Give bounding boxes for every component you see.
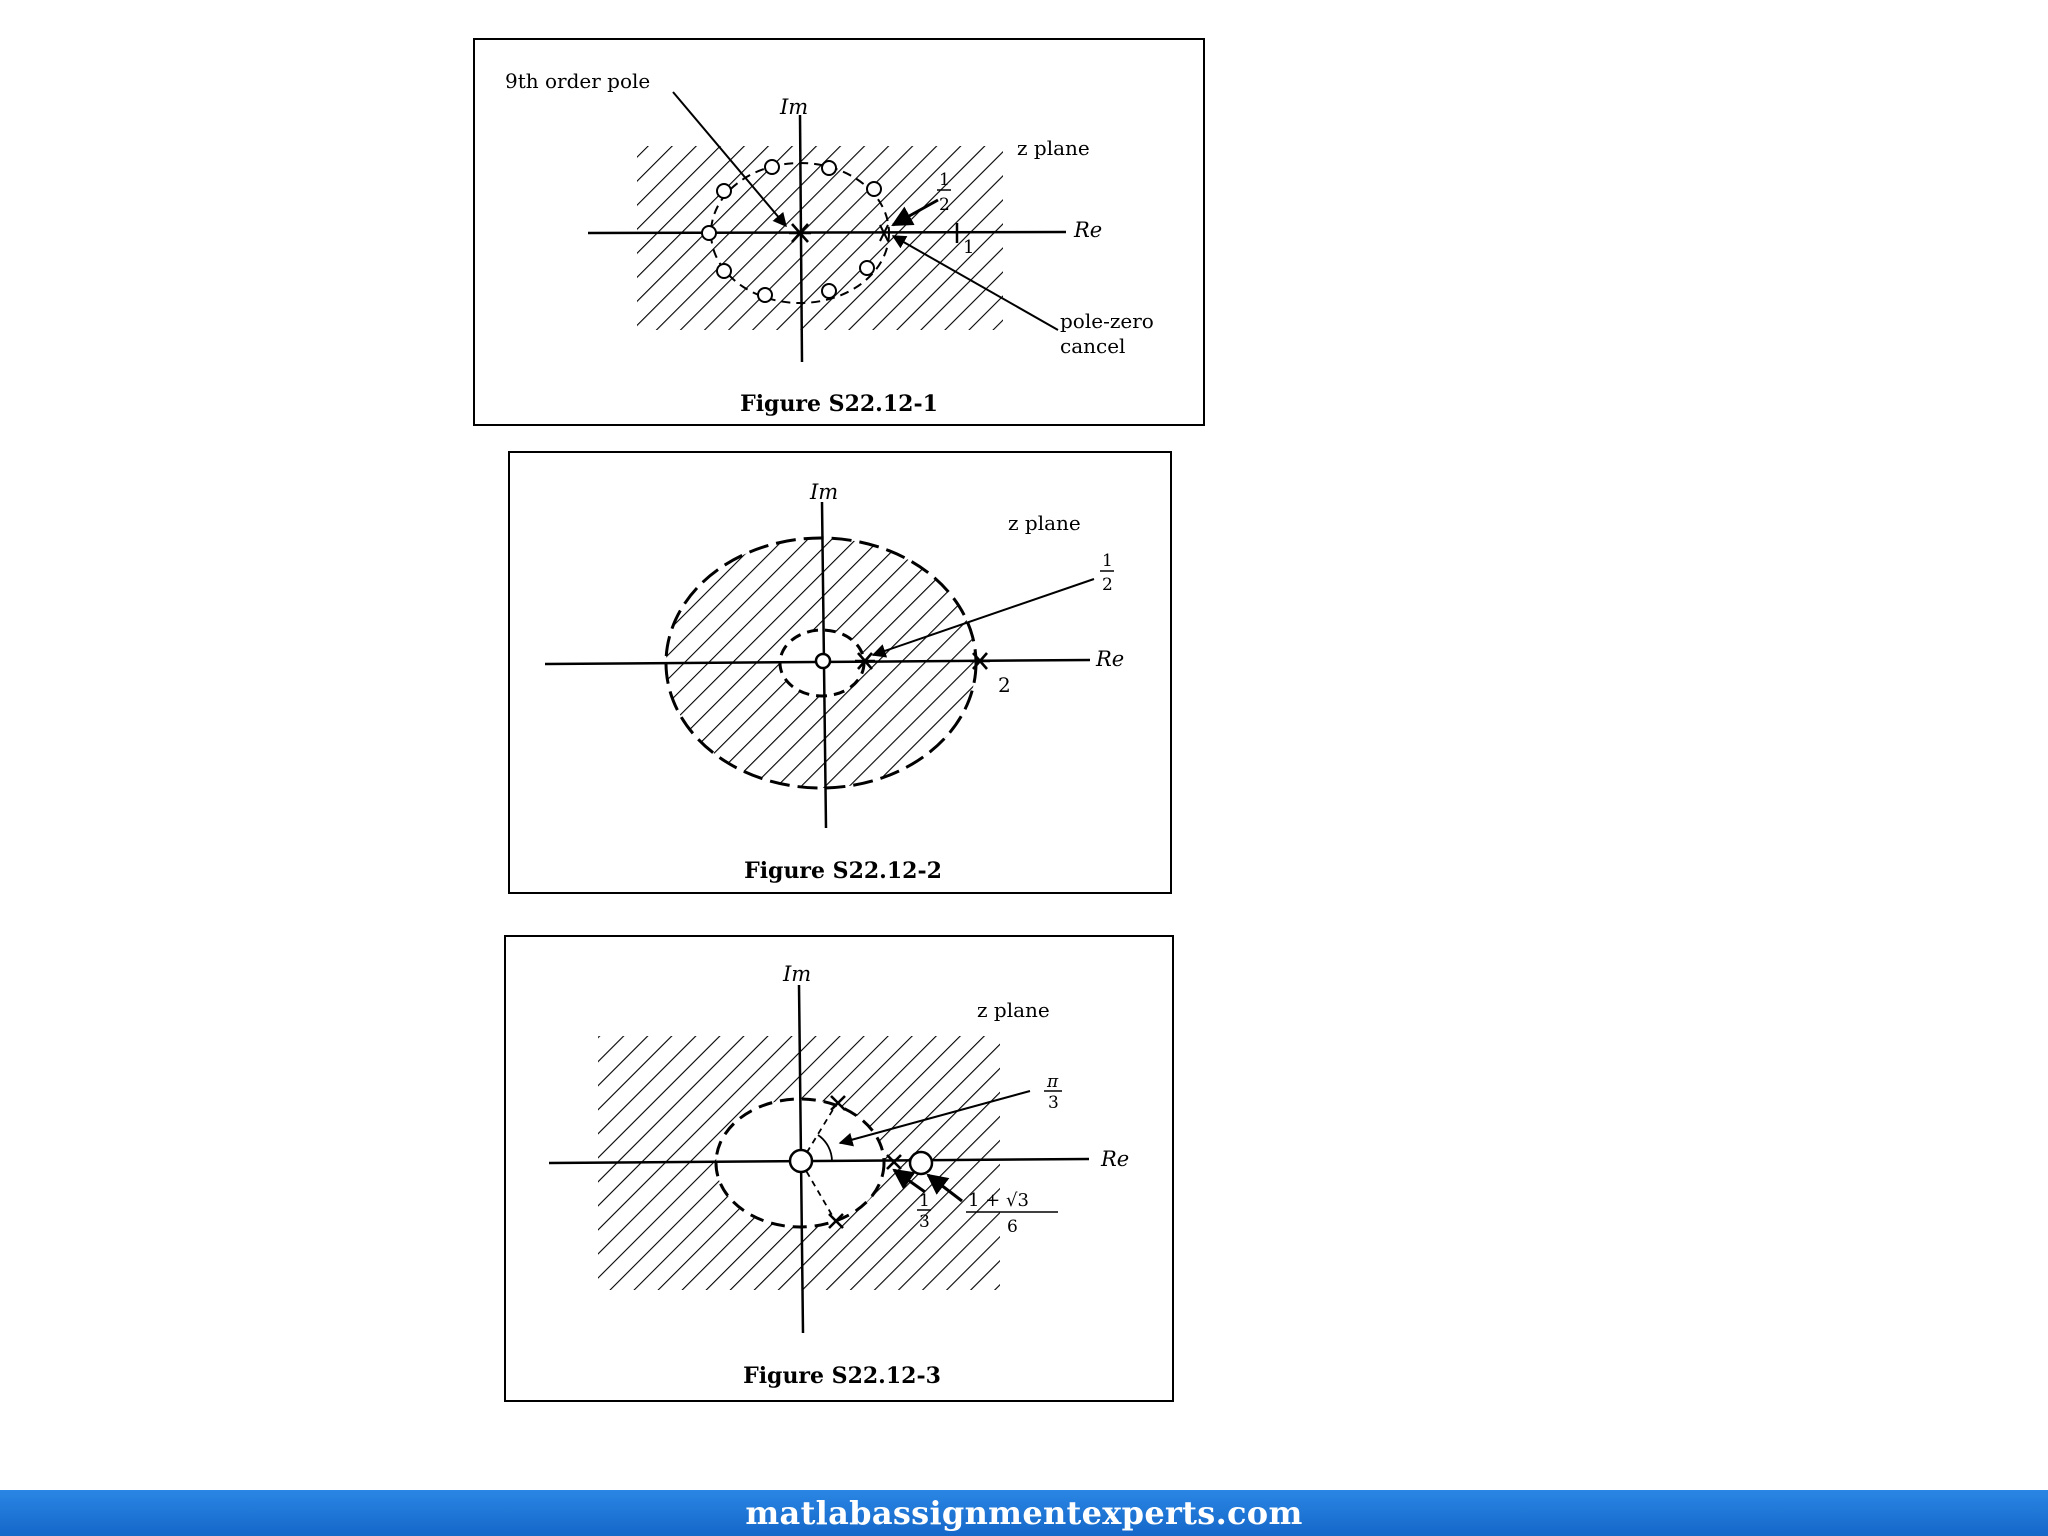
third-numerator: 1 [919,1191,930,1211]
zero-marker-right [910,1152,932,1174]
third-denominator: 3 [919,1212,930,1232]
imaginary-axis-label: Im [780,95,809,119]
cancel-label-line2: cancel [1060,334,1126,358]
half-numerator: 1 [939,170,950,190]
imaginary-axis-label: Im [783,962,812,986]
root-numerator: 1 + √3 [968,1190,1029,1211]
figure-caption: Figure S22.12-1 [740,391,938,417]
zero-at-origin-marker [816,654,830,668]
root-denominator: 6 [1007,1217,1018,1237]
real-axis-label: Re [1096,647,1125,671]
cancel-label-line1: pole-zero [1060,309,1154,333]
figure-s22-12-1 [474,39,1204,425]
half-denominator: 2 [1102,575,1113,595]
plane-label: z plane [977,998,1050,1022]
angle-numerator: π [1047,1072,1059,1092]
real-axis [588,232,1066,233]
angle-denominator: 3 [1048,1093,1059,1113]
figure-caption: Figure S22.12-3 [743,1363,941,1389]
plane-label: z plane [1008,511,1081,535]
figure-s22-12-3 [505,936,1173,1401]
real-axis-label: Re [1101,1147,1130,1171]
figure-s22-12-2 [509,452,1171,893]
half-denominator: 2 [939,195,950,215]
footer-bar [0,1490,2048,1536]
imaginary-axis-label: Im [810,480,839,504]
zero-at-origin-marker [790,1150,812,1172]
pole-two-label: 2 [998,673,1011,697]
figure-caption: Figure S22.12-2 [744,858,942,884]
half-numerator: 1 [1102,551,1113,571]
pole-label: 9th order pole [505,69,651,93]
plane-label: z plane [1017,136,1090,160]
real-axis-label: Re [1074,218,1103,242]
unit-tick-label: 1 [963,237,975,258]
angle-arc [818,1135,832,1162]
footer-site-link[interactable]: matlabassignmentexperts.com [745,1494,1303,1532]
